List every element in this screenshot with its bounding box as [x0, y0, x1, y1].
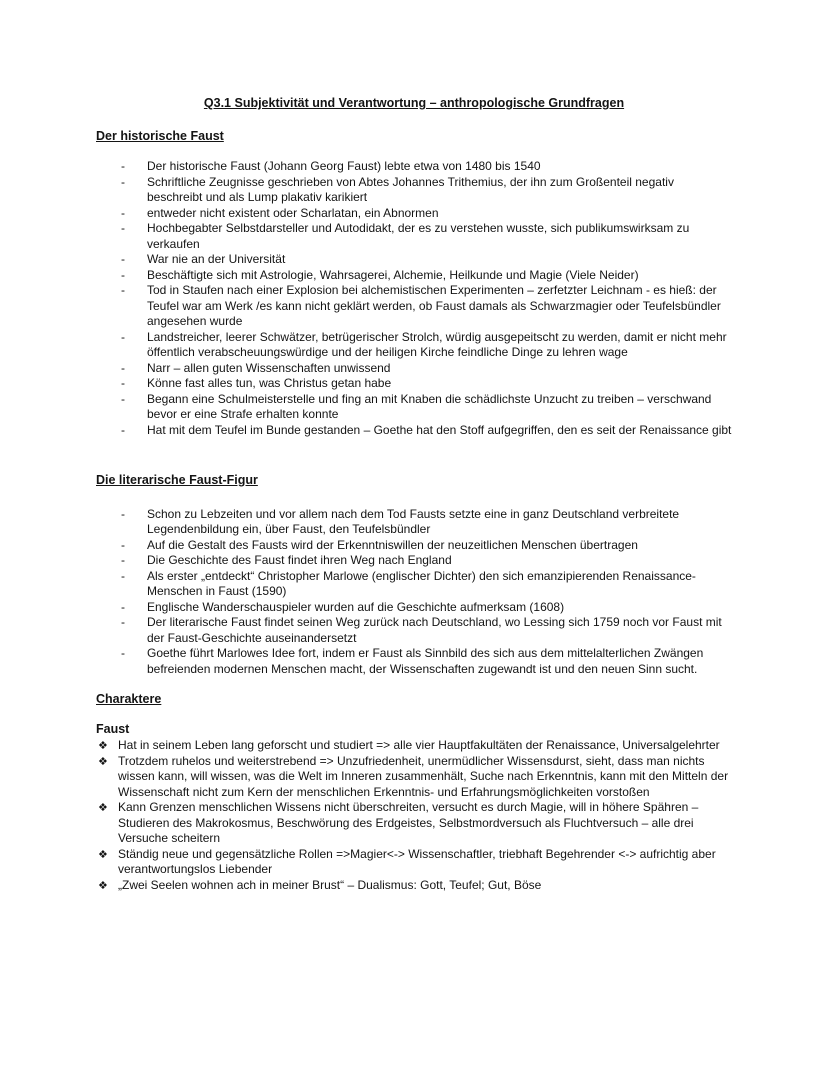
- bullet-list-faust-charakter: [96, 738, 732, 893]
- list-item-text: Tod in Staufen nach einer Explosion bei alchemistischen Experimenten – zerfetzter Leichnam - es hieß: der Teufel war am Werk /es kann nicht geklärt werden, ob Faust damals als Schwarzmagier oder Teufelsbündler angesehen wurde: [147, 283, 721, 328]
- list-item: [96, 361, 732, 377]
- dash-bullet-icon: -: [121, 599, 125, 614]
- list-item-text: Auf die Gestalt des Fausts wird der Erkenntniswillen der neuzeitlichen Menschen übertragen: [147, 537, 638, 552]
- list-item: [96, 569, 732, 600]
- dash-bullet-icon: -: [121, 174, 125, 189]
- list-item-text: Könne fast alles tun, was Christus getan habe: [147, 376, 392, 390]
- list-item-text: Die Geschichte des Faust findet ihren Weg nach England: [147, 553, 452, 567]
- list-item-text: Goethe führt Marlowes Idee fort, indem er Faust als Sinnbild des sich aus dem mittelalterlichen Zwängen befreienden modernen Menschen macht, der Wissenschaften zugewandt ist und den neuen Sinn sucht.: [147, 646, 704, 676]
- list-item-text: Der historische Faust (Johann Georg Faust) lebte etwa von 1480 bis 1540: [147, 159, 541, 173]
- list-item: [96, 268, 732, 284]
- list-item-text: Hat in seinem Leben lang geforscht und studiert => alle vier Hauptfakultäten der Renaissance, Universalgelehrter: [118, 738, 720, 752]
- diamond-bullet-icon: ❖: [98, 801, 108, 814]
- sub-heading-faust: Faust: [96, 721, 130, 736]
- dash-bullet-icon: -: [121, 422, 125, 437]
- dash-bullet-icon: -: [121, 360, 125, 375]
- dash-bullet-icon: -: [121, 391, 125, 406]
- list-item: [96, 175, 732, 206]
- list-item-text: Als erster „entdeckt“ Christopher Marlowe (englischer Dichter) den sich emanzipierenden Renaissance-Menschen in Faust (1590): [147, 568, 696, 598]
- dash-bullet-icon: -: [121, 615, 125, 629]
- diamond-bullet-icon: ❖: [98, 847, 108, 861]
- document-title: Q3.1 Subjektivität und Verantwortung – anthropologische Grundfragen: [203, 96, 625, 110]
- list-item: [96, 538, 732, 554]
- section-charaktere: [96, 692, 732, 893]
- list-item: [96, 376, 732, 392]
- list-item: [96, 423, 732, 439]
- list-item: [96, 206, 732, 222]
- list-item-text: Ständig neue und gegensätzliche Rollen =>Magier<-> Wissenschaftler, triebhaft Begehrender <-> aufrichtig aber verantwortungslos Liebender: [118, 846, 716, 876]
- list-item: [96, 878, 732, 894]
- list-item: [96, 252, 732, 268]
- dash-bullet-icon: -: [121, 376, 125, 390]
- list-item-text: Landstreicher, leerer Schwätzer, betrügerischer Strolch, würdig ausgepeitscht zu werden, damit er nicht mehr öffentlich verabscheuungswürdige und der heiligen Kirche feindliche Dinge zu lehren wage: [147, 329, 727, 359]
- dash-bullet-icon: -: [121, 646, 125, 660]
- diamond-bullet-icon: ❖: [98, 878, 108, 892]
- list-item-text: Kann Grenzen menschlichen Wissens nicht überschreiten, versucht es durch Magie, will in höhere Spähren – Studieren des Makrokosmus, Beschwörung des Erdgeistes, Selbstmordversuch als Fluchtversuch – alle drei Versuche scheitern: [118, 800, 699, 845]
- list-item-text: Schriftliche Zeugnisse geschrieben von Abtes Johannes Trithemius, der ihn zum Großenteil negativ beschreibt und als Lump plakativ karikiert: [147, 174, 674, 204]
- dash-bullet-icon: -: [121, 252, 125, 266]
- list-item: [96, 615, 732, 646]
- diamond-bullet-icon: ❖: [98, 739, 108, 752]
- section-der-historische-faust: [96, 129, 732, 439]
- list-item: [96, 600, 732, 616]
- dash-bullet-icon: -: [121, 221, 125, 235]
- list-item: [96, 800, 732, 847]
- list-item-text: Englische Wanderschauspieler wurden auf die Geschichte aufmerksam (1608): [147, 599, 565, 614]
- list-item-text: Begann eine Schulmeisterstelle und fing an mit Knaben die schädlichste Unzucht zu treiben – verschwand bevor er eine Strafe erhalten konnte: [147, 391, 712, 421]
- bullet-list-literarische-faust-figur: [96, 507, 732, 678]
- list-item: [96, 283, 732, 330]
- list-item: [96, 754, 732, 801]
- list-item: [96, 159, 732, 175]
- list-item-text: entweder nicht existent oder Scharlatan, ein Abnormen: [147, 205, 439, 220]
- dash-bullet-icon: -: [121, 553, 125, 567]
- dash-bullet-icon: -: [121, 159, 125, 173]
- list-item: [96, 847, 732, 878]
- list-item-text: Schon zu Lebzeiten und vor allem nach dem Tod Fausts setzte eine in ganz Deutschland verbreitete Legendenbildung ein, über Faust, den Teufelsbündler: [147, 506, 680, 536]
- list-item-text: Beschäftigte sich mit Astrologie, Wahrsagerei, Alchemie, Heilkunde und Magie (Viele Neider): [147, 267, 639, 282]
- dash-bullet-icon: -: [121, 267, 125, 282]
- dash-bullet-icon: -: [121, 283, 125, 297]
- list-item-text: „Zwei Seelen wohnen ach in meiner Brust“ – Dualismus: Gott, Teufel; Gut, Böse: [118, 877, 542, 892]
- list-item: [96, 553, 732, 569]
- list-item-text: War nie an der Universität: [147, 252, 286, 266]
- section-heading-der-historische-faust: Der historische Faust: [96, 128, 224, 143]
- list-item-text: Hochbegabter Selbstdarsteller und Autodidakt, der es zu verstehen wusste, sich publikumswirksam zu verkaufen: [147, 221, 690, 251]
- section-heading-charaktere: Charaktere: [96, 692, 162, 706]
- dash-bullet-icon: -: [121, 568, 125, 583]
- diamond-bullet-icon: ❖: [98, 754, 108, 768]
- dash-bullet-icon: -: [121, 329, 125, 344]
- dash-bullet-icon: -: [121, 506, 125, 521]
- section-die-literarische-faust-figur: [96, 473, 732, 677]
- list-item: [96, 221, 732, 252]
- list-item: [96, 392, 732, 423]
- section-heading-die-literarische-faust-figur: Die literarische Faust-Figur: [96, 473, 258, 487]
- dash-bullet-icon: -: [121, 537, 125, 552]
- list-item-text: Trotzdem ruhelos und weiterstrebend => Unzufriedenheit, unermüdlicher Wissensdurst, sieht, dass man nichts wissen kann, will wissen, was die Welt im Inneren zusammenhält, Suche nach Erkenntnis, kann mit den Mitteln der Wissenschaft nicht zum Kern der menschlichen Erkenntnis- und Erfahrungsmöglichkeiten vorstoßen: [118, 753, 729, 799]
- dash-bullet-icon: -: [121, 205, 125, 220]
- list-item: [96, 330, 732, 361]
- list-item-text: Narr – allen guten Wissenschaften unwissend: [147, 360, 391, 375]
- list-item-text: Der literarische Faust findet seinen Weg zurück nach Deutschland, wo Lessing sich 1759 noch vor Faust mit der Faust-Geschichte auseinandersetzt: [147, 615, 722, 645]
- list-item: [96, 646, 732, 677]
- list-item: [96, 507, 732, 538]
- list-item-text: Hat mit dem Teufel im Bunde gestanden – Goethe hat den Stoff aufgegriffen, den es seit der Renaissance gibt: [147, 422, 732, 437]
- bullet-list-historischer-faust: [96, 159, 732, 438]
- list-item: [96, 738, 732, 754]
